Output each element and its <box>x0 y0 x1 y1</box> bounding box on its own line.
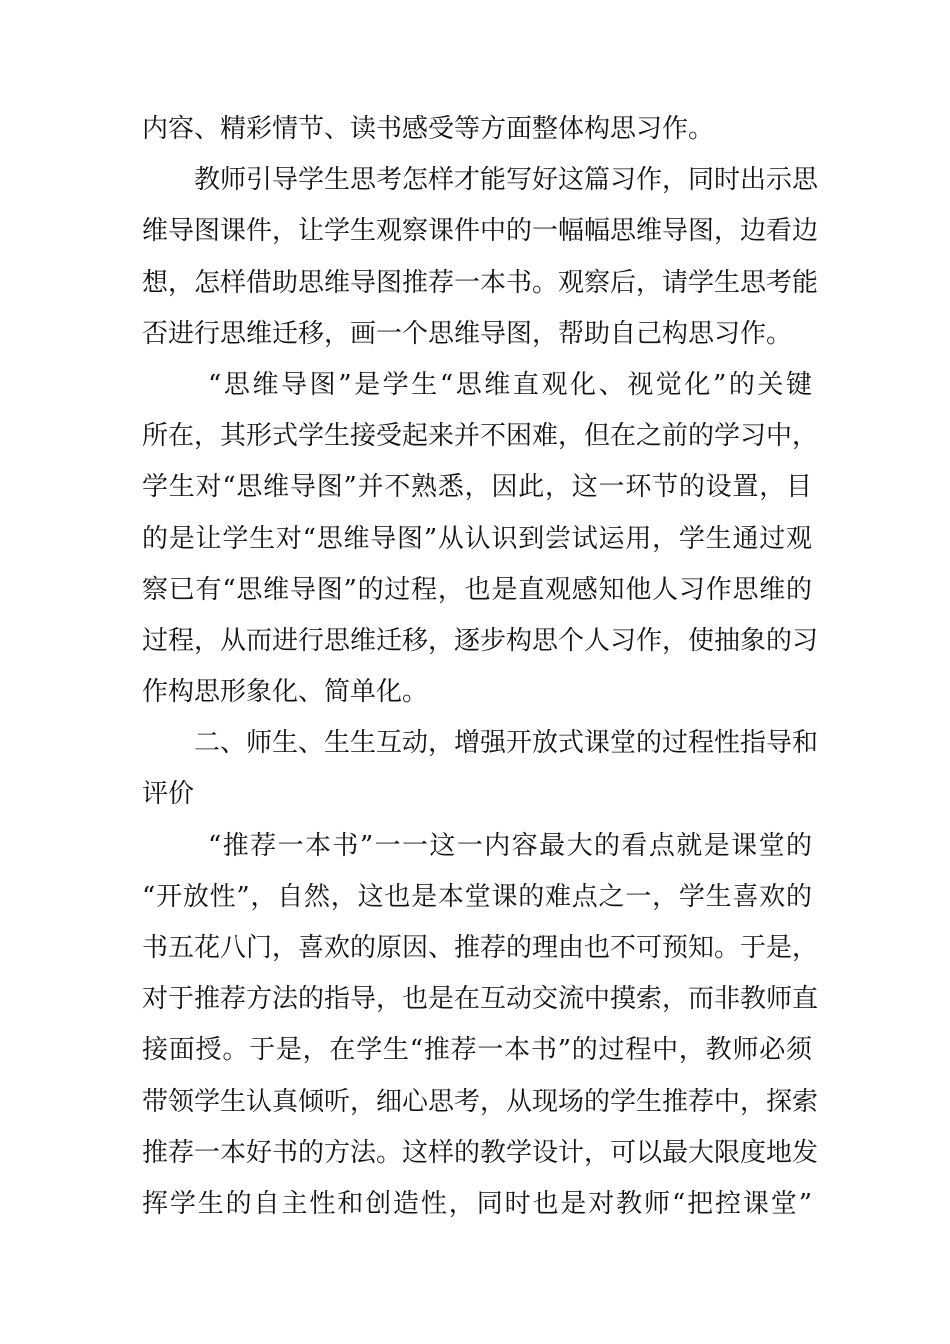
text-line: 学生对“思维导图”并不熟悉，因此，这一环节的设置，目 <box>142 472 812 503</box>
text-line: “开放性”，自然，这也是本堂课的难点之一，学生喜欢的 <box>142 881 812 912</box>
text-line: 内容、精彩情节、读书感受等方面整体构思习作。 <box>142 114 715 144</box>
text-line: 书五花八门，喜欢的原因、推荐的理由也不可预知。于是， <box>142 933 819 963</box>
text-line: “思维导图”是学生“思维直观化、视觉化”的关键 <box>208 369 812 400</box>
section-heading-line: 二、师生、生生互动，增强开放式课堂的过程性指导和 <box>194 728 819 759</box>
text-line: 否进行思维迁移，画一个思维导图，帮助自己构思习作。 <box>142 318 793 349</box>
text-line: 带领学生认真倾听，细心思考，从现场的学生推荐中，探索 <box>142 1086 819 1117</box>
text-line: 作构思形象化、简单化。 <box>142 677 429 708</box>
section-heading-line: 评价 <box>142 779 195 810</box>
text-line: 所在，其形式学生接受起来并不困难，但在之前的学习中， <box>142 421 819 452</box>
text-line: 的是让学生对“思维导图”从认识到尝试运用，学生通过观 <box>142 523 812 554</box>
text-line: 过程，从而进行思维迁移，逐步构思个人习作，使抽象的习 <box>142 625 819 656</box>
text-line: “推荐一本书”一一这一内容最大的看点就是课堂的 <box>208 830 812 861</box>
text-line: 想，怎样借助思维导图推荐一本书。观察后，请学生思考能 <box>142 267 819 298</box>
text-line: 推荐一本好书的方法。这样的教学设计，可以最大限度地发 <box>142 1137 819 1168</box>
body-text <box>142 104 819 1230</box>
text-line: 对于推荐方法的指导，也是在互动交流中摸索，而非教师直 <box>142 984 819 1015</box>
text-line: 接面授。于是，在学生“推荐一本书”的过程中，教师必须 <box>142 1035 812 1066</box>
text-line: 挥学生的自主性和创造性，同时也是对教师“把控课堂” <box>142 1188 812 1219</box>
text-line: 察已有“思维导图”的过程，也是直观感知他人习作思维的 <box>142 574 812 605</box>
text-line: 维导图课件，让学生观察课件中的一幅幅思维导图，边看边 <box>142 216 819 247</box>
text-line: 教师引导学生思考怎样才能写好这篇习作，同时出示思 <box>194 165 819 196</box>
